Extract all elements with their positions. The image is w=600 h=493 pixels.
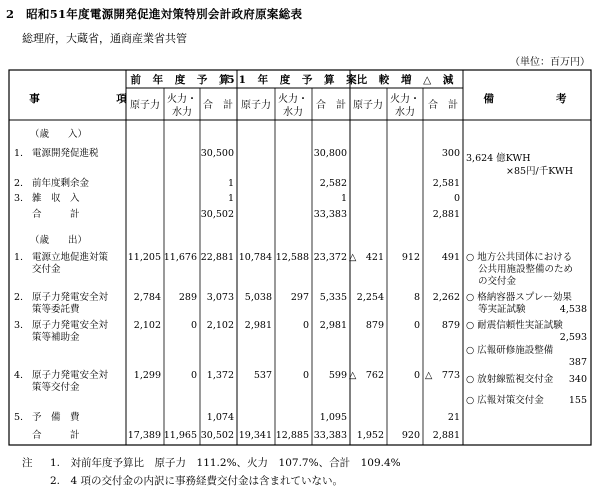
header-budget-51: 51 年 度 予 算 案 (227, 74, 361, 86)
grand-total-row (32, 429, 460, 441)
svg-text:前年度剰余金: 前年度剰余金 (32, 178, 90, 189)
svg-text:2,581: 2,581 (432, 178, 460, 189)
ministries-line: 総理府，大蔵省，通商産業省共管 (22, 32, 187, 45)
svg-text:4,538: 4,538 (559, 304, 587, 315)
notes-label: 注 (22, 457, 33, 469)
subheader-thermal: 火力・ (278, 94, 308, 105)
svg-text:879: 879 (441, 320, 460, 331)
sub-headers (130, 92, 458, 118)
svg-text:○ 広報研修施設整備: ○ 広報研修施設整備 (466, 345, 554, 356)
svg-text:2,981: 2,981 (319, 320, 347, 331)
note-1: 1. 対前年度予算比 原子力 111.2%、火力 107.7%、合計 109.4% (50, 457, 401, 469)
subheader-total: 合 計 (316, 100, 346, 111)
svg-text:3,073: 3,073 (206, 292, 234, 303)
svg-text:2,881: 2,881 (432, 430, 460, 441)
svg-text:雑 収 入: 雑 収 入 (32, 193, 80, 204)
svg-text:33,383: 33,383 (313, 209, 347, 220)
svg-text:△ 421: △ 421 (349, 252, 384, 263)
subheader-total: 合 計 (203, 100, 233, 111)
svg-text:策等委託費: 策等委託費 (32, 304, 80, 315)
svg-text:155: 155 (568, 395, 587, 406)
svg-text:交付金: 交付金 (32, 264, 61, 275)
subheader-thermal: 火力・ (167, 94, 197, 105)
subheader-nuclear: 原子力 (130, 100, 160, 111)
svg-text:4.: 4. (14, 370, 24, 381)
svg-text:10,784: 10,784 (238, 252, 272, 263)
svg-text:2,582: 2,582 (319, 178, 347, 189)
svg-text:2,881: 2,881 (432, 209, 460, 220)
svg-text:5,335: 5,335 (319, 292, 347, 303)
svg-text:等実証試験: 等実証試験 (478, 304, 526, 315)
svg-text:1: 1 (227, 178, 234, 189)
svg-text:○ 広報対策交付金: ○ 広報対策交付金 (466, 395, 544, 406)
svg-text:3,624 億KWH: 3,624 億KWH (466, 153, 531, 164)
svg-text:1.: 1. (14, 252, 24, 263)
svg-text:2,784: 2,784 (133, 292, 161, 303)
expenditure-row (14, 369, 587, 406)
svg-text:22,881: 22,881 (200, 252, 234, 263)
svg-text:289: 289 (178, 292, 197, 303)
revenue-total-row (32, 208, 460, 220)
header-item: 事 項 (29, 93, 131, 105)
svg-text:原子力発電安全対: 原子力発電安全対 (32, 370, 109, 381)
svg-text:5.: 5. (14, 412, 24, 423)
svg-text:△ 773: △ 773 (425, 370, 460, 381)
svg-text:2,981: 2,981 (244, 320, 272, 331)
svg-text:2,593: 2,593 (559, 332, 587, 343)
notes (22, 456, 401, 487)
svg-text:2,102: 2,102 (133, 320, 161, 331)
svg-text:33,383: 33,383 (313, 430, 347, 441)
subheader-total: 合 計 (428, 100, 458, 111)
svg-text:340: 340 (568, 374, 587, 385)
header-remarks: 備 考 (483, 93, 571, 105)
svg-text:23,372: 23,372 (313, 252, 347, 263)
svg-text:3.: 3. (14, 320, 24, 331)
svg-text:17,389: 17,389 (127, 430, 161, 441)
svg-text:11,676: 11,676 (163, 252, 197, 263)
section-revenue: （歳 入） (30, 129, 88, 140)
subheader-thermal: 火力・ (390, 94, 420, 105)
svg-text:920: 920 (401, 430, 420, 441)
svg-text:策等補助金: 策等補助金 (32, 332, 80, 343)
svg-text:2.: 2. (14, 292, 24, 303)
svg-text:1,095: 1,095 (319, 412, 347, 423)
svg-text:1,372: 1,372 (206, 370, 234, 381)
unit-label: （単位：百万円） (510, 57, 590, 68)
expenditure-row (14, 291, 587, 315)
svg-text:0: 0 (302, 320, 309, 331)
svg-text:○ 耐震信頼性実証試験: ○ 耐震信頼性実証試験 (466, 320, 563, 331)
svg-text:11,205: 11,205 (127, 252, 161, 263)
svg-text:原子力発電安全対: 原子力発電安全対 (32, 320, 109, 331)
subheader-nuclear: 原子力 (241, 100, 271, 111)
note-2: 2. 4 項の交付金の内訳に事務経費交付金は含まれていない。 (50, 475, 344, 487)
svg-text:2,262: 2,262 (432, 292, 460, 303)
svg-text:2.: 2. (14, 178, 24, 189)
svg-text:537: 537 (253, 370, 272, 381)
svg-text:原子力発電安全対: 原子力発電安全対 (32, 292, 109, 303)
svg-text:2,102: 2,102 (206, 320, 234, 331)
svg-text:599: 599 (328, 370, 347, 381)
svg-text:1.: 1. (14, 148, 24, 159)
svg-text:491: 491 (441, 252, 460, 263)
section-expenditure: （歳 出） (30, 235, 88, 246)
svg-text:○ 格納容器スプレー効果: ○ 格納容器スプレー効果 (466, 292, 572, 303)
svg-text:30,500: 30,500 (200, 148, 234, 159)
svg-text:1,299: 1,299 (133, 370, 161, 381)
svg-text:30,800: 30,800 (313, 148, 347, 159)
svg-text:△ 762: △ 762 (349, 370, 384, 381)
svg-text:電源立地促進対策: 電源立地促進対策 (32, 252, 109, 263)
svg-text:公共用施設整備のため: 公共用施設整備のため (478, 264, 574, 275)
svg-text:0: 0 (413, 370, 420, 381)
svg-text:策等交付金: 策等交付金 (32, 382, 80, 393)
svg-text:0: 0 (302, 370, 309, 381)
svg-text:11,965: 11,965 (163, 430, 197, 441)
svg-text:2,254: 2,254 (356, 292, 384, 303)
svg-text:0: 0 (413, 320, 420, 331)
header-prev-budget: 前 年 度 予 算 (130, 74, 234, 86)
document-title: 2 昭和51年度電源開発促進対策特別会計政府原案総表 (6, 7, 303, 21)
svg-text:3.: 3. (14, 193, 24, 204)
svg-text:30,502: 30,502 (200, 209, 234, 220)
subheader-nuclear: 原子力 (353, 100, 383, 111)
svg-text:電源開発促進税: 電源開発促進税 (32, 148, 99, 159)
svg-text:300: 300 (441, 148, 460, 159)
subheader-hydro: 水力 (172, 107, 192, 118)
svg-text:合 計: 合 計 (32, 430, 80, 441)
svg-text:912: 912 (401, 252, 420, 263)
svg-text:12,885: 12,885 (275, 430, 309, 441)
svg-text:0: 0 (453, 193, 460, 204)
svg-text:○ 放射線監視交付金: ○ 放射線監視交付金 (466, 374, 554, 385)
svg-text:合 計: 合 計 (32, 209, 80, 220)
svg-text:0: 0 (190, 320, 197, 331)
svg-text:1: 1 (227, 193, 234, 204)
svg-text:387: 387 (568, 357, 587, 368)
svg-text:の交付金: の交付金 (478, 276, 517, 287)
svg-text:1,952: 1,952 (356, 430, 384, 441)
svg-text:8: 8 (413, 292, 420, 303)
expenditure-row (14, 319, 587, 368)
svg-text:879: 879 (365, 320, 384, 331)
revenue-row (14, 147, 573, 177)
subheader-hydro: 水力 (395, 107, 415, 118)
svg-text:○ 地方公共団体における: ○ 地方公共団体における (466, 252, 573, 263)
svg-text:0: 0 (190, 370, 197, 381)
header-comparison: 比 較 増 △ 減 (356, 74, 458, 86)
svg-text:12,588: 12,588 (275, 252, 309, 263)
svg-text:30,502: 30,502 (200, 430, 234, 441)
svg-text:1,074: 1,074 (206, 412, 234, 423)
subheader-hydro: 水力 (283, 107, 303, 118)
svg-text:297: 297 (290, 292, 309, 303)
expenditure-row (14, 251, 573, 287)
svg-text:5,038: 5,038 (244, 292, 272, 303)
svg-text:21: 21 (447, 412, 460, 423)
svg-text:予 備 費: 予 備 費 (32, 412, 80, 423)
svg-text:19,341: 19,341 (238, 430, 272, 441)
svg-text:×85円/千KWH: ×85円/千KWH (506, 166, 574, 177)
svg-text:1: 1 (340, 193, 347, 204)
